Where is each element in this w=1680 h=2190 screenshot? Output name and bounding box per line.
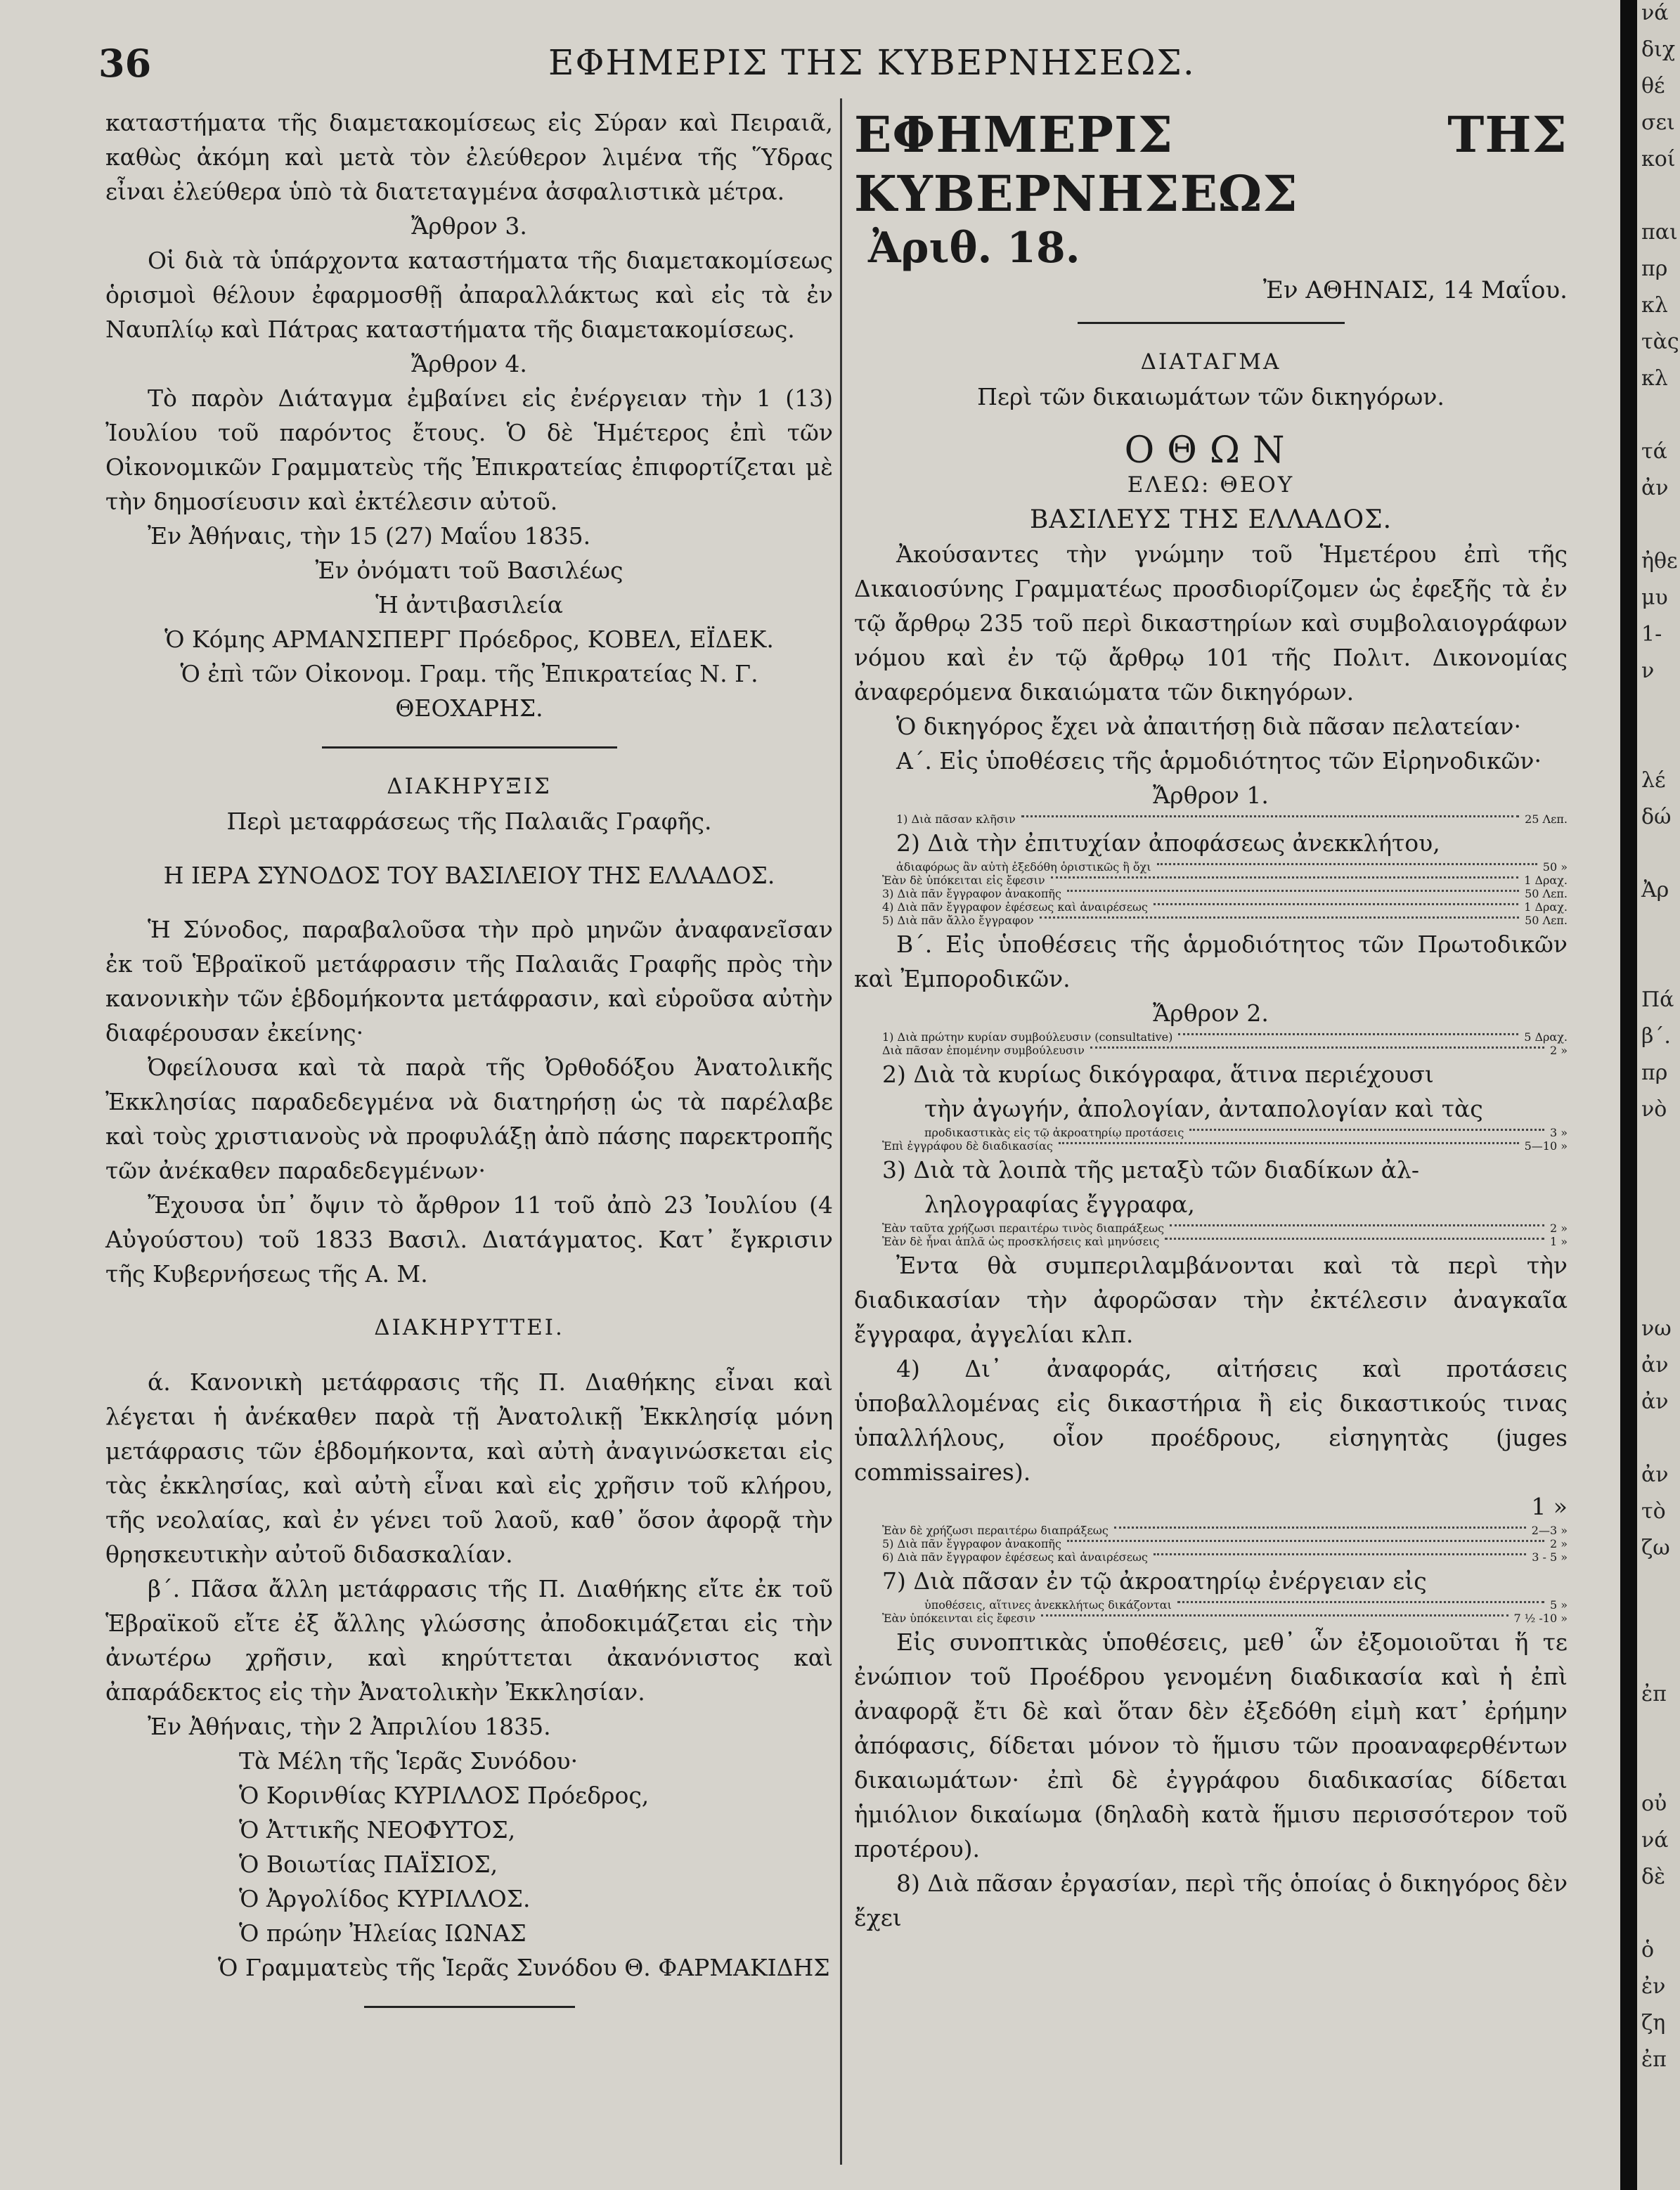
article-2-title: Ἄρθρον 2. xyxy=(1153,999,1269,1027)
article-4-text: Τὸ παρὸν Διάταγμα ἐμβαίνει εἰς ἐνέργειαν τὴν 1 (13) Ἰουλίου τοῦ παρόντος ἔτους. Ὁ δὲ Ἡμέτερος ἐπὶ τῶν Οἰκονομικῶν Γραμματεὺς τῆς Ἐπικρατείας ἐπιφορτίζεται μὲ τὴν δημοσίευσιν καὶ ἐκτέλεσιν αὐτοῦ. xyxy=(105,384,833,515)
margin-fragment xyxy=(1637,1425,1680,1462)
decree-paragraph-2: Ὁ δικηγόρος ἔχει νὰ ἀπαιτήσῃ διὰ πᾶσαν πελατείαν· xyxy=(896,713,1521,740)
paragraph-enforcement: Ἐντα θὰ συμπεριλαμβάνονται καὶ τὰ περὶ τὴν διαδικασίαν τὴν ἀφορῶσαν τὴν ἐκτέλεσιν ἀναγκαῖα ἔγγραφα, ἀγγελίαι κλπ. xyxy=(854,1252,1568,1348)
margin-fragment: ν xyxy=(1641,659,1655,683)
section-a: Α΄. Εἰς ὑποθέσεις τῆς ἁρμοδιότητος τῶν Εἰρηνοδικῶν· xyxy=(896,747,1542,775)
member-line: Ὁ Γραμματεὺς τῆς Ἱερᾶς Συνόδου Θ. ΦΑΡΜΑΚΙΔΗΣ xyxy=(218,1954,830,1981)
fee-row: Ἐὰν ταῦτα χρήζωσι περαιτέρω τινὸς διαπράξεως 2 » xyxy=(882,1222,1568,1235)
margin-fragment: ἀν xyxy=(1641,1389,1669,1414)
page-gutter xyxy=(1620,0,1637,2190)
fee-row: Διὰ πᾶσαν ἑπομένην συμβούλευσιν 2 » xyxy=(882,1044,1568,1057)
margin-fragment xyxy=(1637,731,1680,767)
margin-fragment xyxy=(1637,402,1680,439)
margin-fragment: ζη xyxy=(1641,2011,1666,2035)
margin-fragment: Πά xyxy=(1641,987,1674,1012)
margin-fragment xyxy=(1637,512,1680,548)
fee-row: ληλογραφίας ἔγγραφα, xyxy=(924,1191,1195,1218)
margin-fragment xyxy=(1637,1645,1680,1681)
margin-fragment xyxy=(1637,1279,1680,1316)
king-title: ΒΑΣΙΛΕΥΣ ΤΗΣ ΕΛΛΑΔΟΣ. xyxy=(1029,505,1393,534)
fee-row: 5) Διὰ πᾶν ἄλλο ἔγγραφον 50 Λεπ. xyxy=(882,914,1568,927)
left-intro: καταστήματα τῆς διαμετακομίσεως εἰς Σύραν καὶ Πειραιᾶ, καθὼς ἀκόμη καὶ μετὰ τὸν ἐλεύθερον λιμένα τῆς Ὕδρας εἶναι ἐλεύθερα ὑπὸ τὰ διατεταγμένα ἀσφαλιστικὰ μέτρα. xyxy=(105,109,833,205)
member-line: Ὁ Κορινθίας ΚΥΡΙΛΛΟΣ Πρόεδρος, xyxy=(239,1782,650,1809)
margin-fragment: ἀν xyxy=(1641,476,1669,500)
article-3-text: Οἱ διὰ τὰ ὑπάρχοντα καταστήματα τῆς διαμετακομίσεως ὁρισμοὶ θέλουν ἐφαρμοσθῇ ἀπαραλλάκτως καὶ εἰς τὰ ἐν Ναυπλίῳ καὶ Πάτρας καταστήματα τῆς διαμετακομίσεως. xyxy=(105,247,833,343)
margin-fragment xyxy=(1637,1718,1680,1754)
margin-fragment xyxy=(1637,1169,1680,1206)
margin-fragment xyxy=(1637,694,1680,731)
margin-fragment: ἠθε xyxy=(1641,549,1678,574)
dateline: Ἐν ΑΘΗΝΑΙΣ, 14 Μαΐου. xyxy=(1262,276,1568,304)
synod-paragraph-3: Ἔχουσα ὑπ᾽ ὄψιν τὸ ἄρθρον 11 τοῦ ἀπὸ 23 Ἰουλίου (4 Αὐγούστου) τοῦ 1833 Βασιλ. Διατάγματος. Κατ᾽ ἔγκρισιν τῆς Κυβερνήσεως τῆς Α. Μ. xyxy=(105,1191,833,1288)
synod-date: Ἐν Ἀθήναις, τὴν 2 Ἀπριλίου 1835. xyxy=(148,1713,551,1740)
adjacent-page-margin xyxy=(1637,0,1680,2190)
synod-heading: Η ΙΕΡΑ ΣΥΝΟΔΟΣ ΤΟΥ ΒΑΣΙΛΕΙΟΥ ΤΗΣ ΕΛΛΑΔΟΣ. xyxy=(163,862,775,889)
declaration-title: ΔΙΑΚΗΡΥΞΙΣ xyxy=(387,774,552,799)
section-b: Β΄. Εἰς ὑποθέσεις τῆς ἁρμοδιότητος τῶν Πρωτοδικῶν καὶ Ἐμποροδικῶν. xyxy=(854,931,1568,992)
margin-fragment: δὲ xyxy=(1641,1865,1666,1889)
margin-fragment: ἐν xyxy=(1641,1974,1666,1999)
margin-fragment: δώ xyxy=(1641,805,1672,829)
fee-row: 3) Διὰ τὰ λοιπὰ τῆς μεταξὺ τῶν διαδίκων ἀλ- xyxy=(882,1156,1419,1184)
member-line: Ὁ πρώην Ἠλείας ΙΩΝΑΣ xyxy=(239,1919,526,1947)
member-line: Τὰ Μέλη τῆς Ἱερᾶς Συνόδου· xyxy=(239,1747,579,1775)
margin-fragment: θέ xyxy=(1641,74,1665,98)
proclamation-a: ά. Κανονικὴ μετάφρασις τῆς Π. Διαθήκης εἶναι καὶ λέγεται ἡ ἀνέκαθεν παρὰ τῇ Ἀνατολικῇ Ἐκκλησίᾳ μόνη μετάφρασις τῶν ἑβδομήκοντα, καὶ αὐτὴ ἀναγινώσκεται εἰς τὰς ἐκκλησίας, καὶ αὐτὴ εἶναι καὶ εἰς χρῆσιν τοῦ κλήρου, τῆς νεολαίας, καὶ ἐν γένει τοῦ λαοῦ, καθ᾽ ὅσον ἀφορᾷ τὴν θρησκευτικὴν αὐτοῦ διδασκαλίαν. xyxy=(105,1368,833,1568)
member-line: Ὁ Ἀργολίδος ΚΥΡΙΛΛΟΣ. xyxy=(239,1885,531,1912)
signature-line-4: Ὁ ἐπὶ τῶν Οἰκονομ. Γραμ. τῆς Ἐπικρατείας Ν. Γ. ΘΕΟΧΑΡΗΣ. xyxy=(180,660,758,722)
margin-fragment: πρ xyxy=(1641,257,1668,281)
fee-row: τὴν ἀγωγήν, ἀπολογίαν, ἀνταπολογίαν καὶ τὰς xyxy=(924,1095,1483,1122)
margin-fragment xyxy=(1637,950,1680,987)
margin-fragment xyxy=(1637,914,1680,950)
masthead-rule xyxy=(1078,322,1345,324)
fee-row: Ἐὰν δὲ ἦναι ἁπλᾶ ὡς προσκλήσεις καὶ μηνύσεις 1 » xyxy=(882,1235,1568,1248)
fee-row: Ἐὰν ὑπόκεινται εἰς ἔφεσιν 7 ½ -10 » xyxy=(882,1612,1568,1625)
running-title: ΕΦΗΜΕΡΙΣ ΤΗΣ ΚΥΒΕΡΝΗΣΕΩΣ. xyxy=(548,42,1196,83)
margin-fragment: ἀν xyxy=(1641,1463,1669,1487)
margin-fragment: ἀν xyxy=(1641,1353,1669,1378)
margin-fragment: λέ xyxy=(1641,768,1666,793)
margin-fragment: διχ xyxy=(1641,37,1676,62)
margin-fragment: νά xyxy=(1641,1828,1669,1853)
article-3-title: Ἄρθρον 3. xyxy=(411,212,527,240)
fee-row: 5) Διὰ πᾶν ἔγγραφον ἀνακοπῆς 2 » xyxy=(882,1537,1568,1550)
fee-row: Ἐὰν δὲ ὑπόκειται εἰς ἔφεσιν 1 Δραχ. xyxy=(882,874,1568,887)
fee-row: Ἐὰν δὲ χρήζωσι περαιτέρω διαπράξεως 2—3 » xyxy=(882,1524,1568,1537)
margin-fragment: ἐπ xyxy=(1641,1682,1667,1706)
margin-fragment xyxy=(1637,1243,1680,1279)
margin-fragment: ζω xyxy=(1641,1536,1670,1560)
fee-row: 1) Διὰ πρώτην κυρίαν συμβούλευσιν (consultative) 5 Δραχ. xyxy=(882,1030,1568,1044)
margin-fragment: ἐπ xyxy=(1641,2047,1667,2072)
end-rule xyxy=(364,2006,575,2008)
decree-date: Ἐν Ἀθήναις, τὴν 15 (27) Μαΐου 1835. xyxy=(148,522,591,550)
margin-fragment: τὸ xyxy=(1641,1499,1666,1524)
masthead: ΕΦΗΜΕΡΙΣ ΤΗΣ ΚΥΒΕΡΝΗΣΕΩΣ xyxy=(854,105,1568,223)
paragraph-4-fee: 1 » xyxy=(1531,1493,1568,1520)
right-column xyxy=(854,105,1568,1935)
margin-fragment: τὰς xyxy=(1641,330,1679,354)
margin-fragment xyxy=(1637,1900,1680,1937)
margin-fragment: νὸ xyxy=(1641,1097,1667,1122)
margin-fragment xyxy=(1637,841,1680,877)
margin-fragment xyxy=(1637,1206,1680,1243)
margin-fragment xyxy=(1637,1572,1680,1608)
article-1-title: Ἄρθρον 1. xyxy=(1153,782,1269,809)
proclamation-b: β΄. Πᾶσα ἄλλη μετάφρασις τῆς Π. Διαθήκης εἴτε ἐκ τοῦ Ἑβραϊκοῦ εἴτε ἐξ ἄλλης γλώσσης ἀποδοκιμάζεται εἰς τὴν ἀνωτέρω χρῆσιν, καὶ κηρύττεται ἀκανόνιστος καὶ ἀπαράδεκτος εἰς τὴν Ἀνατολικὴν Ἐκκλησίαν. xyxy=(105,1575,833,1706)
fee-row: 2) Διὰ τὰ κυρίως δικόγραφα, ἅτινα περιέχουσι xyxy=(882,1061,1434,1088)
issue-number: Ἀριθ. 18. xyxy=(868,223,1080,273)
margin-fragment xyxy=(1637,1608,1680,1645)
margin-fragment: νά xyxy=(1641,1,1669,25)
synod-paragraph-1: Ἡ Σύνοδος, παραβαλοῦσα τὴν πρὸ μηνῶν ἀναφανεῖσαν ἐκ τοῦ Ἑβραϊκοῦ μετάφρασιν τῆς Παλαιᾶς Γραφῆς πρὸς τὴν κανονικὴν τῶν ἑβδομήκοντα μετάφρασιν, καὶ εὑροῦσα αὐτὴν διαφέρουσαν ἐκείνης· xyxy=(105,916,833,1047)
fee-row: ὑποθέσεις, αἵτινες ἀνεκκλήτως δικάζονται 5 » xyxy=(924,1598,1568,1612)
fee-row: 6) Διὰ πᾶν ἔγγραφον ἐφέσεως καὶ ἀναιρέσεως 3 - 5 » xyxy=(882,1550,1568,1564)
king-name: ΟΘΩΝ xyxy=(1124,429,1298,472)
paragraph-8: 8) Διὰ πᾶσαν ἐργασίαν, περὶ τῆς ὁποίας ὁ δικηγόρος δὲν ἔχει xyxy=(854,1870,1568,1931)
margin-fragment: νω xyxy=(1641,1316,1672,1341)
fee-row: ἀδιαφόρως ἂν αὐτὴ ἐξεδόθη ὁριστικῶς ἢ ὄχι 50 » xyxy=(896,860,1568,874)
fee-row: 1) Διὰ πᾶσαν κλῆσιν 25 Λεπ. xyxy=(896,812,1568,826)
margin-fragment: ὁ xyxy=(1641,1938,1655,1962)
section-rule xyxy=(322,746,617,749)
page-number: 36 xyxy=(98,41,152,86)
column-divider xyxy=(840,98,842,2165)
fee-row: 2) Διὰ τὴν ἐπιτυχίαν ἀποφάσεως ἀνεκκλήτου, xyxy=(896,829,1440,857)
margin-fragment: κλ xyxy=(1641,366,1668,391)
margin-fragment: 1- xyxy=(1641,622,1662,647)
decree-heading: ΔΙΑΤΑΓΜΑ xyxy=(1140,349,1281,375)
by-grace-of-god: ΕΛΕΩ: ΘΕΟΥ xyxy=(1127,472,1295,498)
paragraph-summary-cases: Εἰς συνοπτικὰς ὑποθέσεις, μεθ᾽ ὧν ἐξομοιοῦται ἥ τε ἐνώπιον τοῦ Προέδρου γενομένη διαδικασία καὶ ἡ ἐπὶ ἀναφορᾷ ἔτι δὲ καὶ ὅταν δὲν ἐξεδόθη εἰμὴ κατ᾽ ἐρήμην ἀπόφασις, δίδεται μόνον τὸ ἥμισυ τῶν προαναφερθέντων δικαιωμάτων· ἐπὶ δὲ ἐγγράφου διαδικασίας δίδεται ἡμιόλιον δικαίωμα (δηλαδὴ κατὰ ἥμισυ περισσότερον τοῦ προτέρου). xyxy=(854,1628,1568,1862)
synod-paragraph-2: Ὀφείλουσα καὶ τὰ παρὰ τῆς Ὀρθοδόξου Ἀνατολικῆς Ἐκκλησίας παραδεδεγμένα νὰ διατηρήσῃ ὡς τὰ παρέλαβε καὶ τοὺς χριστιανοὺς νὰ προφυλάξῃ ἀπὸ πάσης παρεκτροπῆς τῶν ἀνέκαθεν παραδεδεγμένων· xyxy=(105,1054,833,1184)
left-column xyxy=(105,105,833,2029)
margin-fragment: κλ xyxy=(1641,293,1668,318)
margin-fragment: σει xyxy=(1641,110,1675,135)
signature-line-2: Ἡ ἀντιβασιλεία xyxy=(375,591,563,618)
proclaims-heading: ΔΙΑΚΗΡΥΤΤΕΙ. xyxy=(374,1315,564,1340)
member-line: Ὁ Ἀττικῆς ΝΕΟΦΥΤΟΣ, xyxy=(239,1816,516,1844)
fee-row: 4) Διὰ πᾶν ἔγγραφον ἐφέσεως καὶ ἀναιρέσεως 1 Δραχ. xyxy=(882,900,1568,914)
margin-fragment xyxy=(1637,1754,1680,1791)
decree-subtitle: Περὶ τῶν δικαιωμάτων τῶν δικηγόρων. xyxy=(977,383,1445,410)
margin-fragment: μυ xyxy=(1641,585,1668,610)
margin-fragment xyxy=(1637,183,1680,219)
margin-fragment: Ἀρ xyxy=(1641,878,1669,902)
signature-line-1: Ἐν ὀνόματι τοῦ Βασιλέως xyxy=(315,557,623,584)
margin-fragment: πρ xyxy=(1641,1061,1668,1085)
margin-fragment: β΄. xyxy=(1641,1024,1671,1049)
fee-row: 7) Διὰ πᾶσαν ἐν τῷ ἀκροατηρίῳ ἐνέργειαν εἰς xyxy=(882,1567,1427,1595)
margin-fragment: οὐ xyxy=(1641,1791,1667,1816)
decree-paragraph-1: Ἀκούσαντες τὴν γνώμην τοῦ Ἡμετέρου ἐπὶ τῆς Δικαιοσύνης Γραμματέως προσδιορίζομεν ὡς ἐφεξῆς τὰ ἐν τῷ ἄρθρῳ 235 τοῦ περὶ δικαστηρίων καὶ συμβολαιογράφων νόμου καὶ ἐν τῷ ἄρθρῳ 101 τῆς Πολιτ. Δικονομίας ἀναφερόμενα δικαιώματα τῶν δικηγόρων. xyxy=(854,540,1568,706)
margin-fragment: τά xyxy=(1641,439,1667,464)
member-line: Ὁ Βοιωτίας ΠΑΪΣΙΟΣ, xyxy=(239,1851,498,1878)
article-4-title: Ἄρθρον 4. xyxy=(411,350,527,377)
margin-fragment: κοί xyxy=(1641,147,1676,171)
fee-row: 3) Διὰ πᾶν ἔγγραφον ἀνακοπῆς 50 Λεπ. xyxy=(882,887,1568,900)
declaration-subtitle: Περὶ μεταφράσεως τῆς Παλαιᾶς Γραφῆς. xyxy=(226,808,712,835)
fee-row: προδικαστικὰς εἰς τῷ ἀκροατηρίῳ προτάσεις 3 » xyxy=(924,1126,1568,1139)
paragraph-4: 4) Δι᾽ ἀναφοράς, αἰτήσεις καὶ προτάσεις ὑποβαλλομένας εἰς δικαστήρια ἢ εἰς δικαστικούς τινας ὑπαλλήλους, οἷον προέδρους, εἰσηγητὰς (juges commissaires). xyxy=(854,1355,1568,1486)
running-head xyxy=(98,37,1575,93)
margin-fragment: παι xyxy=(1641,220,1678,245)
margin-fragment xyxy=(1637,1133,1680,1169)
fee-row: Ἐπὶ ἐγγράφου δὲ διαδικασίας 5—10 » xyxy=(882,1139,1568,1153)
signature-line-3: Ὁ Κόμης ΑΡΜΑΝΣΠΕΡΓ Πρόεδρος, ΚΟΒΕΛ, ΕΪΔΕΚ. xyxy=(164,626,774,653)
